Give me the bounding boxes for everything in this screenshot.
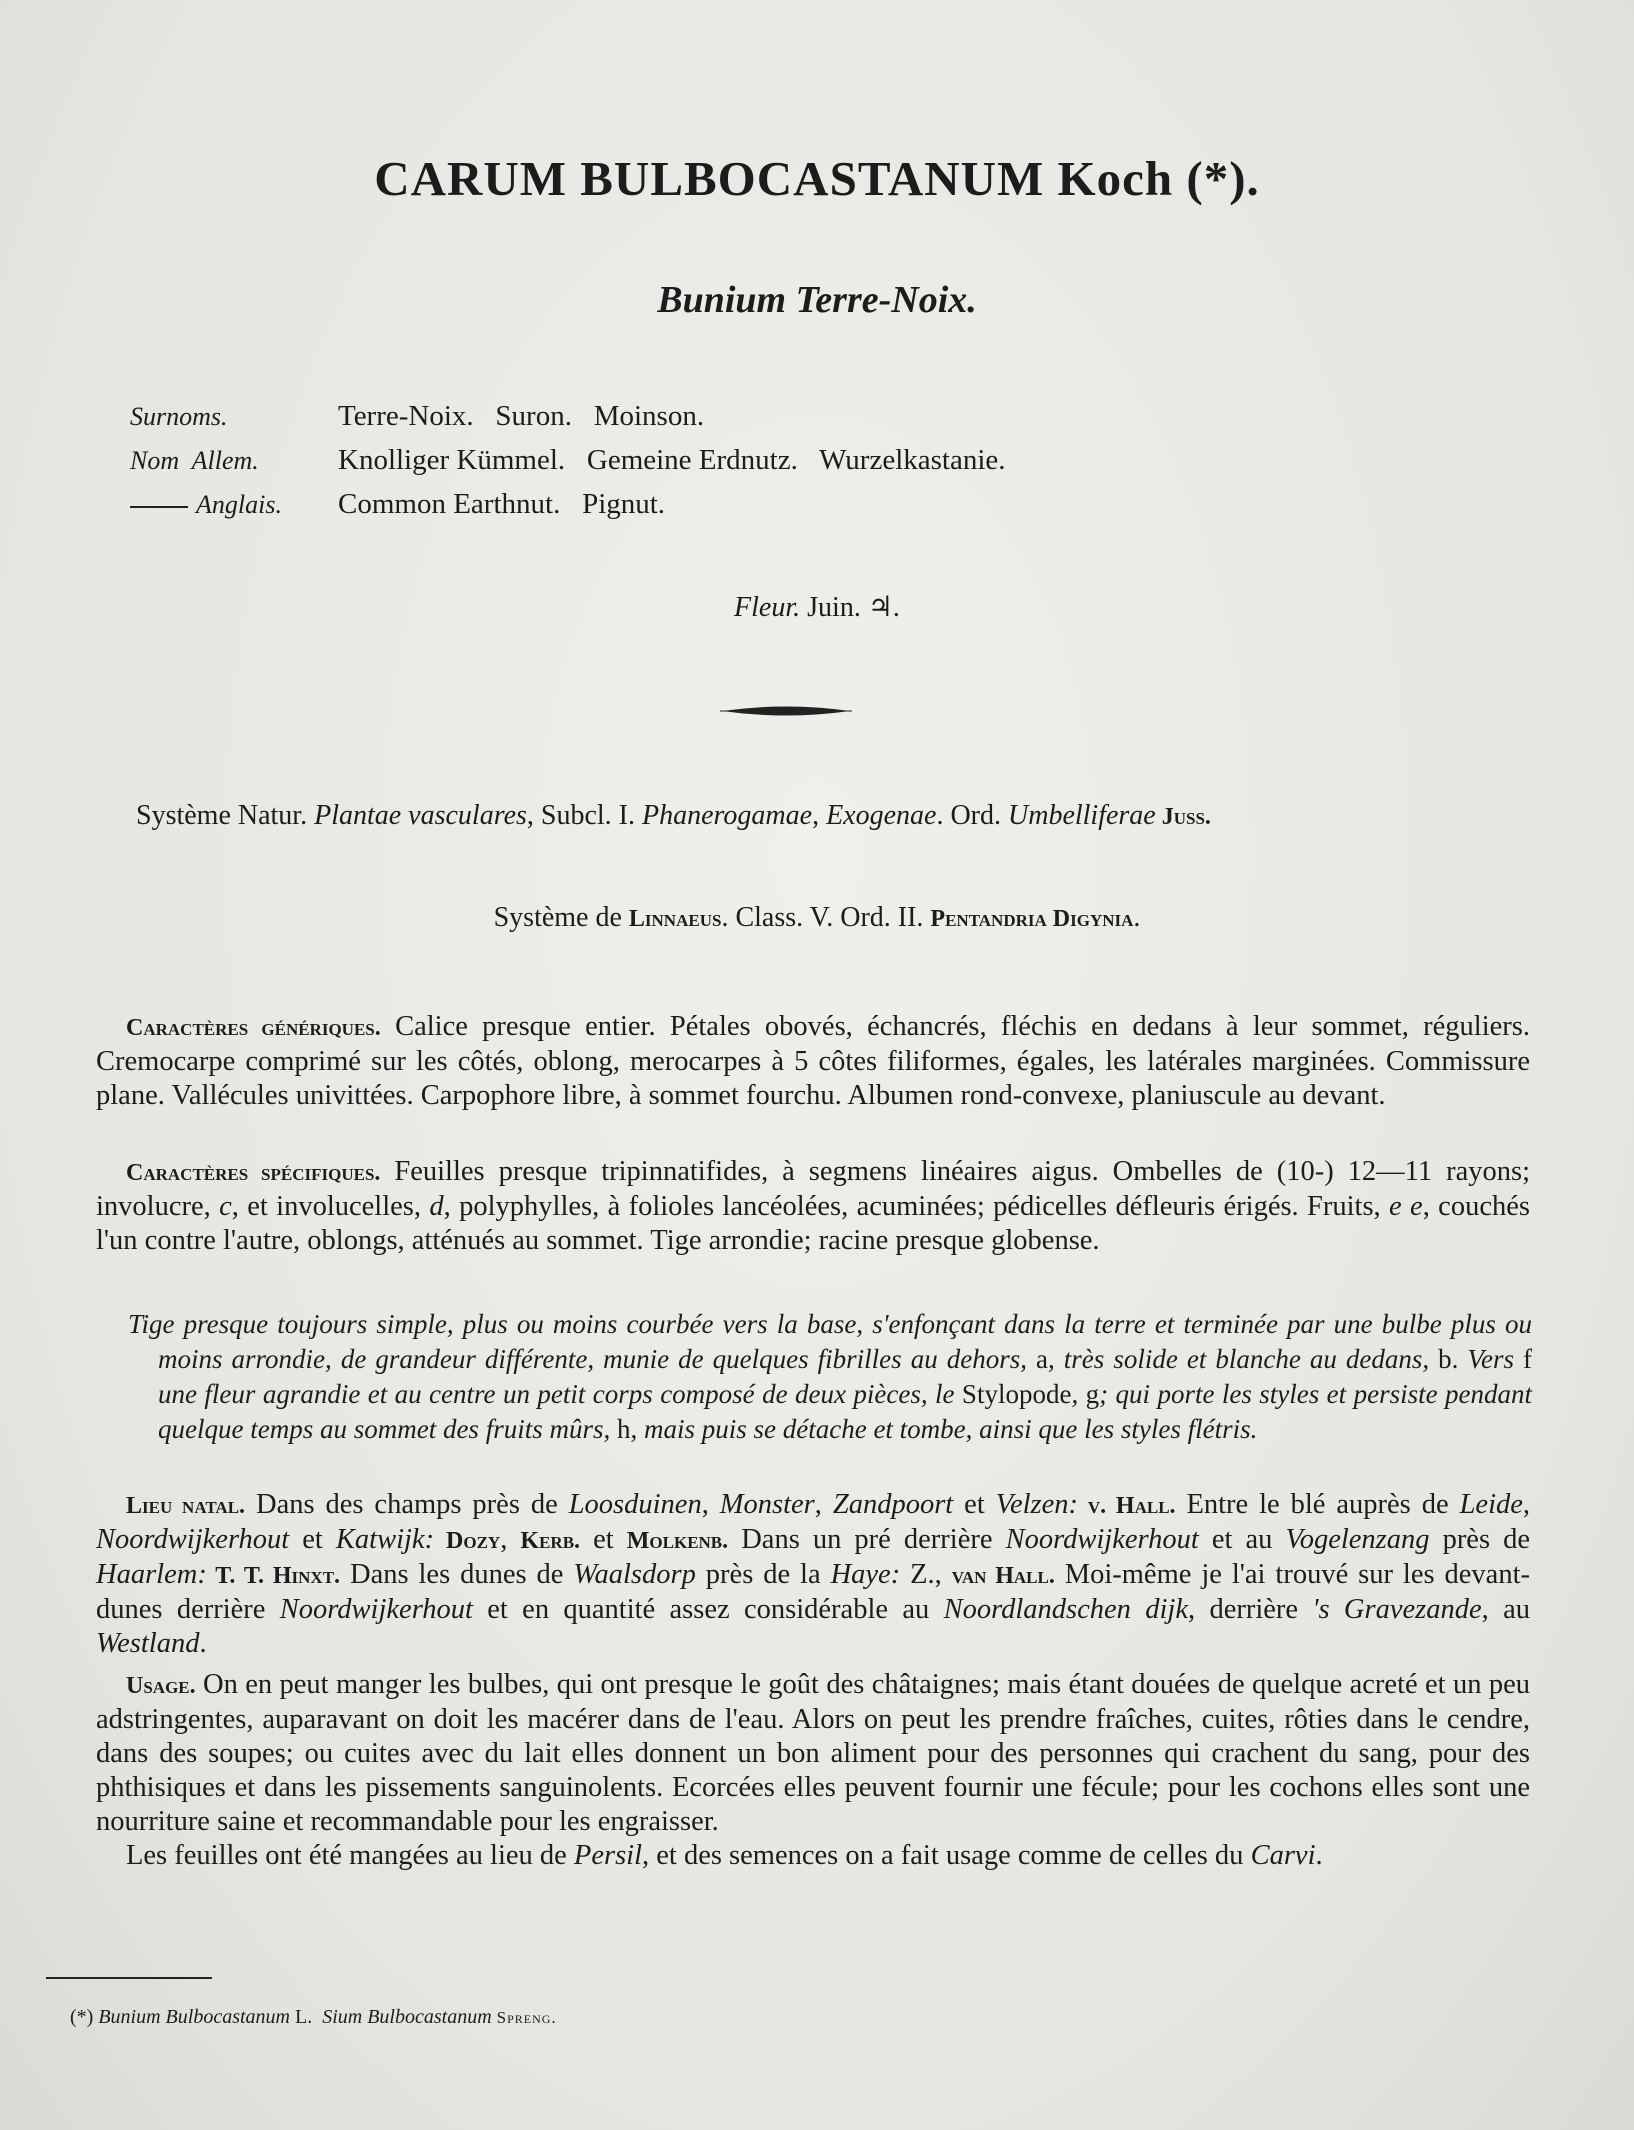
authority: Juss. [1155, 804, 1211, 830]
fleur-label: Fleur. [734, 592, 801, 623]
text-span: L. [294, 2006, 313, 2028]
lieu-label: Lieu natal. [126, 1493, 246, 1519]
text-span: , couchés l'un contre l'autre, oblongs, atténués au sommet. Tige arrondie; racine presque globense. [96, 1191, 1530, 1256]
place-name: Noordwijkerhout [279, 1594, 473, 1625]
names-row-allem [130, 444, 1006, 488]
linnaeus-name: Linnaeus [628, 906, 722, 932]
text-span: , polyphylles, à folioles lancéolées, acuminées; pédicelles défleuris érigés. Fruits, [443, 1191, 1390, 1222]
place-name: Velzen: [995, 1489, 1078, 1520]
collector: Molkenb. [626, 1528, 729, 1554]
specific-characters [96, 1155, 1530, 1258]
text-span: Z., [900, 1559, 952, 1590]
text-span: et en quantité assez considérable au [472, 1594, 944, 1625]
text-span: , [812, 800, 827, 831]
place-name: Noordwijkerhout [1005, 1524, 1199, 1555]
fig-ref: f [1523, 1344, 1532, 1374]
names-label: Nom Allem. [130, 446, 259, 475]
text-span: , [701, 1489, 720, 1520]
text-span: Dans les dunes de [340, 1559, 574, 1590]
fleur-value: Juin. ♃. [807, 592, 900, 623]
place-name: Westland [96, 1628, 200, 1659]
collector: T. T. Hinxt. [206, 1563, 341, 1589]
text-span: ; qui porte les styles et persiste pendant quelque temps au sommet des fruits mûrs, [158, 1379, 1532, 1444]
text-span: une fleur agrandie et au centre un petit corps composé de deux pièces, le [158, 1379, 962, 1409]
text-span: , [1522, 1489, 1531, 1520]
persil: Persil [573, 1840, 642, 1871]
linnaeus-label: Système de [493, 902, 629, 933]
plantae: Plantae vasculares [314, 800, 527, 831]
native-locations [96, 1488, 1530, 1661]
text-span: Dans un pré derrière [728, 1524, 1006, 1555]
place-name: Noordlandschen dijk [943, 1594, 1188, 1625]
footnote [70, 2006, 557, 2029]
text-span: Moi-même je l'ai trouvé sur les devant-dunes derrière [96, 1559, 1530, 1625]
place-name: Katwijk: [335, 1524, 435, 1555]
place-name: Haye: [830, 1559, 901, 1590]
fig-ref: g [1085, 1379, 1100, 1409]
fig-ref: a [1036, 1344, 1048, 1374]
footnote-mark: (*) [70, 2006, 94, 2028]
linnaeus-class: . Class. V. Ord. II. [721, 902, 931, 933]
text-span: Dans des champs près de [245, 1489, 569, 1520]
flowering [0, 590, 1634, 624]
text-span: , [500, 1524, 521, 1555]
text-span: . [1315, 1840, 1323, 1871]
names-row-surnoms [130, 400, 1006, 444]
place-name: Leide [1459, 1489, 1523, 1520]
systeme-natur [136, 800, 1211, 832]
text-span: Entre le blé auprès de [1175, 1489, 1460, 1520]
common-names [130, 400, 1006, 532]
text-span: , mais puis se détache et tombe, ainsi que les styles flétris. [630, 1414, 1258, 1444]
text-span: , et involucelles, [231, 1191, 430, 1222]
text-span: Tige presque toujours simple, plus ou moins courbée vers la base, s'enfonçant dans la terre et terminée par une bulbe plus ou moins arrondie, de grandeur différente, munie de quelques fibrilles au dehors, [128, 1309, 1532, 1374]
place-name: Zandpoort [832, 1489, 954, 1520]
phanerogamae: Phanerogamae [642, 800, 813, 831]
exogenae: Exogenae [826, 800, 937, 831]
text-span: , et des semences on a fait usage comme de celles du [642, 1840, 1251, 1871]
names-value: Terre-Noix. Suron. Moinson. [338, 400, 705, 432]
systeme-linnaeus [0, 902, 1634, 934]
text-span: , très solide et blanche au dedans, [1048, 1344, 1439, 1374]
text-span: Vers [1458, 1344, 1523, 1374]
footnote-authority: Spreng. [496, 2008, 557, 2027]
names-row-anglais [130, 488, 1006, 532]
generic-characters [96, 1010, 1530, 1113]
collector: van Hall. [951, 1563, 1055, 1589]
fig-ref: d [429, 1191, 444, 1222]
text-span: et [580, 1524, 627, 1555]
text-span: , derrière [1188, 1594, 1313, 1625]
fig-ref: h [616, 1414, 631, 1444]
text-span: . [199, 1628, 207, 1659]
fig-ref: e e [1389, 1191, 1423, 1222]
ditto-rule [130, 506, 188, 508]
usage-section [96, 1668, 1530, 1873]
systeme-natur-label: Système Natur. [136, 800, 308, 831]
text-span: . [1133, 902, 1141, 933]
collector: v. Hall. [1078, 1493, 1176, 1519]
footnote-rule [46, 1977, 212, 1979]
text-span: et au [1198, 1524, 1286, 1555]
names-label: Anglais. [196, 490, 282, 519]
collector: Dozy [434, 1528, 501, 1554]
text-span: et [289, 1524, 336, 1555]
place-name: Vogelenzang [1285, 1524, 1430, 1555]
text-span: Bunium Bulbocastanum [93, 2006, 295, 2028]
page-title: CARUM BULBOCASTANUM Koch (*). [374, 151, 1260, 206]
text-span: , [1071, 1379, 1086, 1409]
text-span: et [953, 1489, 996, 1520]
carvi: Carvi [1250, 1840, 1316, 1871]
usage-label: Usage. [126, 1673, 196, 1699]
place-name: 's Gravezande [1312, 1594, 1482, 1625]
fig-ref: c [219, 1191, 232, 1222]
generiques-label: Caractères génériques. [126, 1015, 381, 1041]
ornament-rule [720, 704, 852, 718]
names-value: Knolliger Kümmel. Gemeine Erdnutz. Wurzelkastanie. [338, 444, 1006, 476]
generiques-text: Calice presque entier. Pétales obovés, échancrés, fléchis en dedans à leur sommet, réguliers. Cremocarpe comprimé sur les côtés, oblong, merocarpes à 5 côtes filiformes, égales, les latérales marginées. Commissure plane. Vallécules univittées. Carpophore libre, à sommet fourchu. Albumen rond-convexe, planiuscule au devant. [96, 1011, 1530, 1111]
place-name: Loosduinen [568, 1489, 702, 1520]
text-span: près de [1429, 1524, 1531, 1555]
fig-ref: b. [1438, 1344, 1459, 1374]
text-span: , Subcl. I. [526, 800, 643, 831]
specifiques-label: Caractères spécifiques. [126, 1160, 381, 1186]
names-label-anglais [130, 490, 338, 520]
page-subtitle: Bunium Terre-Noix. [657, 279, 977, 321]
text-span: Sium Bulbocastanum [312, 2006, 497, 2028]
place-name: Monster [719, 1489, 815, 1520]
linnaeus-order: Pentandria Digynia [930, 906, 1134, 932]
place-name: Haarlem: [96, 1559, 207, 1590]
usage-text: On en peut manger les bulbes, qui ont presque le goût des châtaignes; mais étant douées de quelque acreté et un peu adstringentes, auparavant on doit les macérer dans de l'eau. Alors on peut les prendre fraîches, cuites, rôties dans le cendre, dans des soupes; ou cuites avec du lait elles donnent un bon aliment pour des personnes qui crachent du sang, pour des phthisiques et dans les pissements sanguinolents. Ecorcées elles peuvent fournir une fécule; pour les cochons elles sont une nourriture saine et recommandable pour les engraisser. [96, 1669, 1530, 1837]
plant-description [128, 1307, 1532, 1447]
collector: Kerb. [520, 1528, 581, 1554]
names-label: Surnoms. [130, 402, 228, 431]
stylopode: Stylopode [961, 1379, 1072, 1409]
text-span: Les feuilles ont été mangées au lieu de [126, 1840, 574, 1871]
text-span: . Ord. [936, 800, 1008, 831]
text-span: , au [1481, 1594, 1530, 1625]
text-span: près de la [695, 1559, 831, 1590]
text-span: , [814, 1489, 833, 1520]
place-name: Noordwijkerhout [96, 1524, 290, 1555]
text-span: Feuilles presque tripinnatifides, à segmens linéaires aigus. Ombelles de (10-) 12—11 rayons; involucre, [96, 1156, 1530, 1222]
names-value: Common Earthnut. Pignut. [338, 488, 666, 520]
place-name: Waalsdorp [573, 1559, 696, 1590]
umbelliferae: Umbelliferae [1008, 800, 1156, 831]
